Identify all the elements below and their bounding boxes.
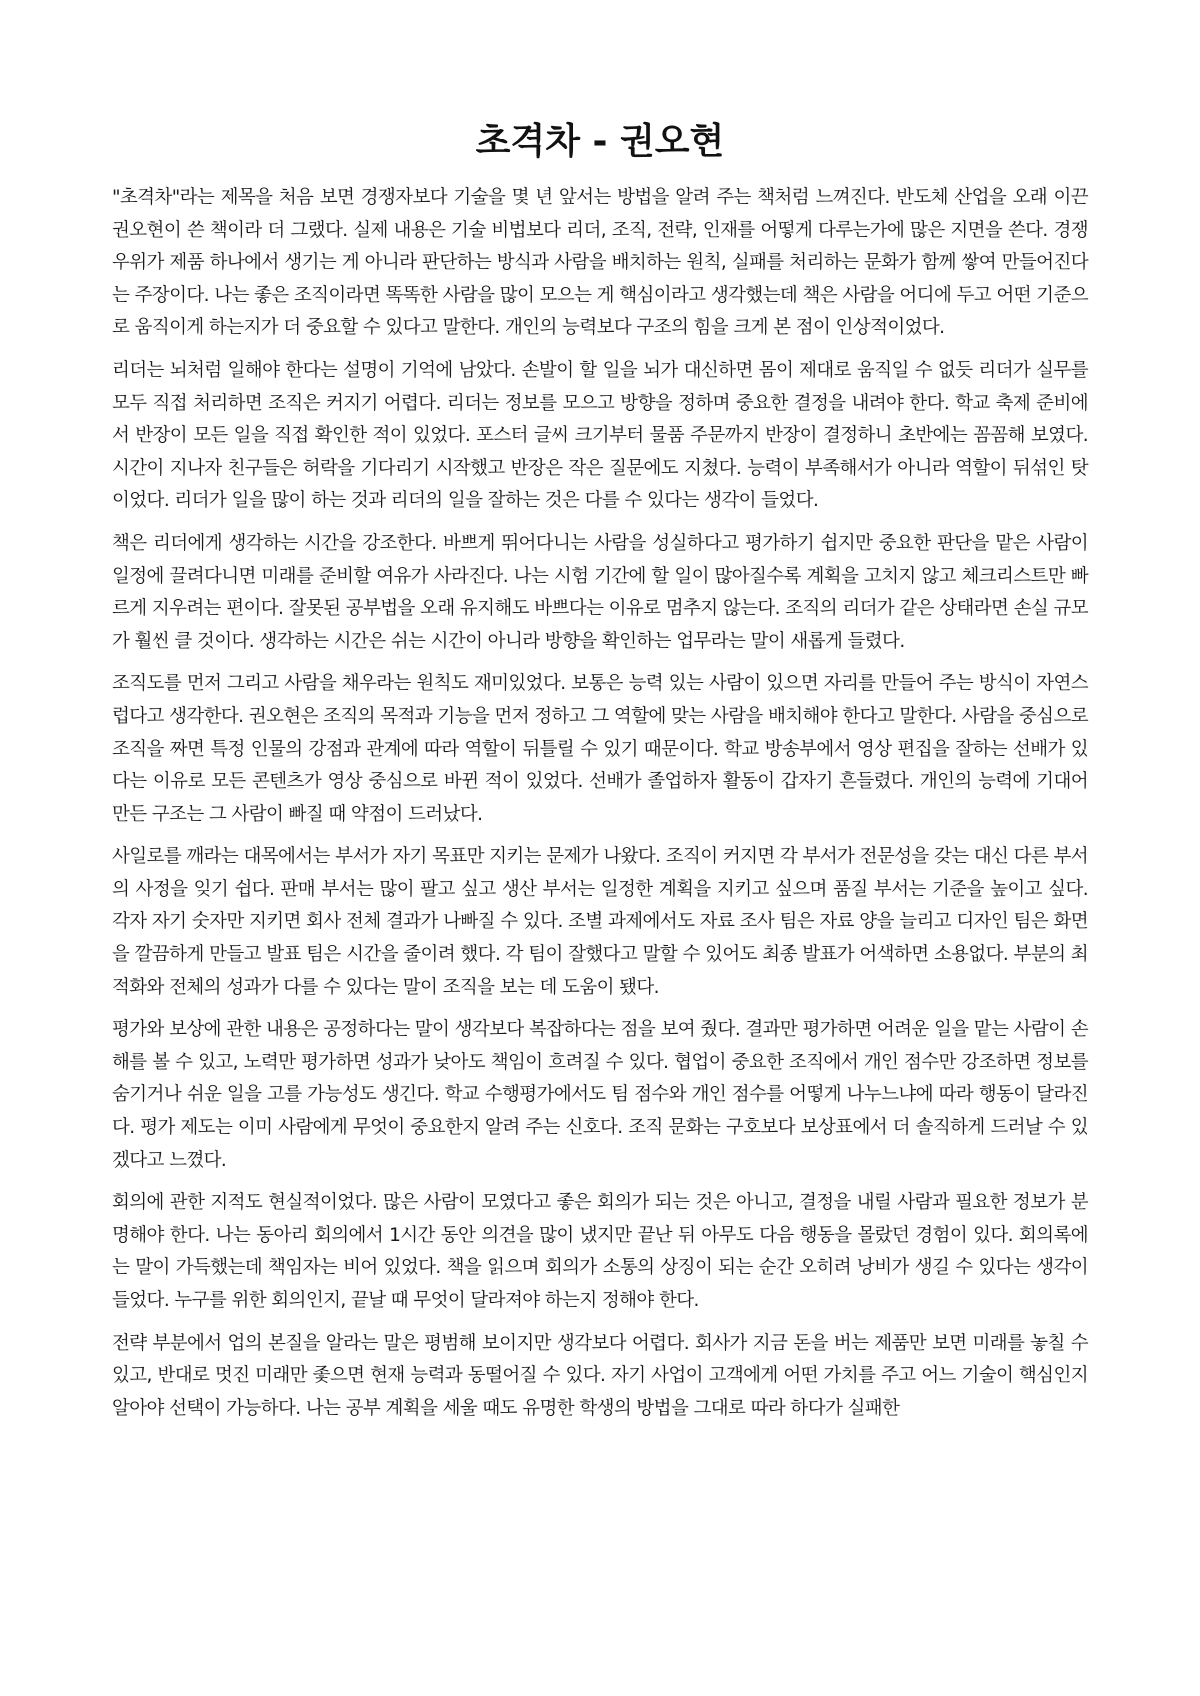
- paragraph: 평가와 보상에 관한 내용은 공정하다는 말이 생각보다 복잡하다는 점을 보여 줬다. 결과만 평가하면 어려운 일을 맡는 사람이 손해를 볼 수 있고, 노력만 평가하면 성과가 낮아도 책임이 흐려질 수 있다. 협업이 중요한 조직에서 개인 점수만 강조하면 정보를 숨기거나 쉬운 일을 고를 가능성도 생긴다. 학교 수행평가에서도 팀 점수와 개인 점수를 어떻게 나누느냐에 따라 행동이 달라진다. 평가 제도는 이미 사람에게 무엇이 중요한지 알려 주는 신호다. 조직 문화는 구호보다 보상표에서 더 솔직하게 드러날 수 있겠다고 느꼈다.: [112, 1019, 1088, 1171]
- paragraph: 전략 부분에서 업의 본질을 알라는 말은 평범해 보이지만 생각보다 어렵다. 회사가 지금 돈을 버는 제품만 보면 미래를 놓칠 수 있고, 반대로 멋진 미래만 좇으면 현재 능력과 동떨어질 수 있다. 자기 사업이 고객에게 어떤 가치를 주고 어느 기술이 핵심인지 알아야 선택이 가능하다. 나는 공부 계획을 세울 때도 유명한 학생의 방법을 그대로 따라 하다가 실패한: [112, 1332, 1088, 1419]
- paragraph: 사일로를 깨라는 대목에서는 부서가 자기 목표만 지키는 문제가 나왔다. 조직이 커지면 각 부서가 전문성을 갖는 대신 다른 부서의 사정을 잊기 쉽다. 판매 부서는 많이 팔고 싶고 생산 부서는 일정한 계획을 지키고 싶으며 품질 부서는 기준을 높이고 싶다. 각자 자기 숫자만 지키면 회사 전체 결과가 나빠질 수 있다. 조별 과제에서도 자료 조사 팀은 자료 양을 늘리고 디자인 팀은 화면을 깔끔하게 만들고 발표 팀은 시간을 줄이려 했다. 각 팀이 잘했다고 말할 수 있어도 최종 발표가 어색하면 소용없다. 부분의 최적화와 전체의 성과가 다를 수 있다는 말이 조직을 보는 데 도움이 됐다.: [112, 846, 1088, 998]
- paragraph: 조직도를 먼저 그리고 사람을 채우라는 원칙도 재미있었다. 보통은 능력 있는 사람이 있으면 자리를 만들어 주는 방식이 자연스럽다고 생각한다. 권오현은 조직의 목적과 기능을 먼저 정하고 그 역할에 맞는 사람을 배치해야 한다고 말한다. 사람을 중심으로 조직을 짜면 특정 인물의 강점과 관계에 따라 역할이 뒤틀릴 수 있기 때문이다. 학교 방송부에서 영상 편집을 잘하는 선배가 있다는 이유로 모든 콘텐츠가 영상 중심으로 바뀐 적이 있었다. 선배가 졸업하자 활동이 갑자기 흔들렸다. 개인의 능력에 기대어 만든 구조는 그 사람이 빠질 때 약점이 드러났다.: [112, 673, 1088, 825]
- paragraph: 책은 리더에게 생각하는 시간을 강조한다. 바쁘게 뛰어다니는 사람을 성실하다고 평가하기 쉽지만 중요한 판단을 맡은 사람이 일정에 끌려다니면 미래를 준비할 여유가 사라진다. 나는 시험 기간에 할 일이 많아질수록 계획을 고치지 않고 체크리스트만 빠르게 지우려는 편이다. 잘못된 공부법을 오래 유지해도 바쁘다는 이유로 멈추지 않는다. 조직의 리더가 같은 상태라면 손실 규모가 훨씬 클 것이다. 생각하는 시간은 쉬는 시간이 아니라 방향을 확인하는 업무라는 말이 새롭게 들렸다.: [112, 532, 1088, 652]
- document-title: 초격차 - 권오현: [475, 121, 725, 162]
- paragraph: 회의에 관한 지적도 현실적이었다. 많은 사람이 모였다고 좋은 회의가 되는 것은 아니고, 결정을 내릴 사람과 필요한 정보가 분명해야 한다. 나는 동아리 회의에서 1시간 동안 의견을 많이 냈지만 끝난 뒤 아무도 다음 행동을 몰랐던 경험이 있다. 회의록에는 말이 가득했는데 책임자는 비어 있었다. 책을 읽으며 회의가 소통의 상징이 되는 순간 오히려 낭비가 생길 수 있다는 생각이 들었다. 누구를 위한 회의인지, 끝날 때 무엇이 달라져야 하는지 정해야 한다.: [112, 1192, 1088, 1311]
- paragraph: "초격차"라는 제목을 처음 보면 경쟁자보다 기술을 몇 년 앞서는 방법을 알려 주는 책처럼 느껴진다. 반도체 산업을 오래 이끈 권오현이 쓴 책이라 더 그랬다. 실제 내용은 기술 비법보다 리더, 조직, 전략, 인재를 어떻게 다루는가에 많은 지면을 쓴다. 경쟁 우위가 제품 하나에서 생기는 게 아니라 판단하는 방식과 사람을 배치하는 원칙, 실패를 처리하는 문화가 함께 쌓여 만들어진다는 주장이다. 나는 좋은 조직이라면 똑똑한 사람을 많이 모으는 게 핵심이라고 생각했는데 책은 사람을 어디에 두고 어떤 기준으로 움직이게 하는지가 더 중요할 수 있다고 말한다. 개인의 능력보다 구조의 힘을 크게 본 점이 인상적이었다.: [112, 187, 1088, 339]
- paragraph: 리더는 뇌처럼 일해야 한다는 설명이 기억에 남았다. 손발이 할 일을 뇌가 대신하면 몸이 제대로 움직일 수 없듯 리더가 실무를 모두 직접 처리하면 조직은 커지기 어렵다. 리더는 정보를 모으고 방향을 정하며 중요한 결정을 내려야 한다. 학교 축제 준비에서 반장이 모든 일을 직접 확인한 적이 있었다. 포스터 글씨 크기부터 물품 주문까지 반장이 결정하니 초반에는 꼼꼼해 보였다. 시간이 지나자 친구들은 허락을 기다리기 시작했고 반장은 작은 질문에도 지쳤다. 능력이 부족해서가 아니라 역할이 뒤섞인 탓이었다. 리더가 일을 많이 하는 것과 리더의 일을 잘하는 것은 다를 수 있다는 생각이 들었다.: [112, 359, 1088, 512]
